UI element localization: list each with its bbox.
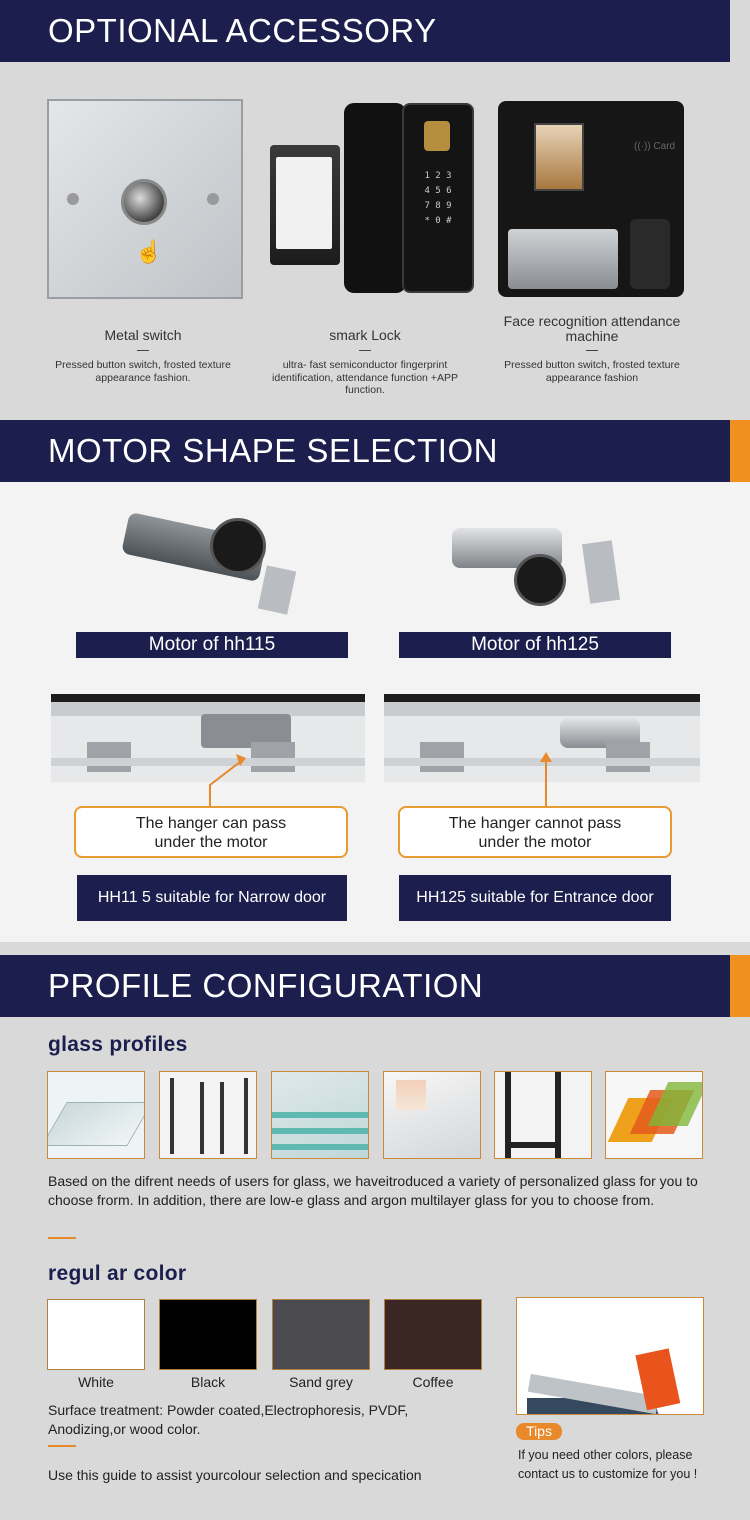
regular-color-title: regul ar color (48, 1262, 187, 1285)
glass-thumbnail (271, 1071, 369, 1159)
motor-hh115-image (110, 498, 300, 618)
hanger-note-hh125 (398, 806, 672, 858)
section-title: OPTIONAL ACCESSORY (48, 12, 437, 49)
divider (137, 350, 149, 351)
surface-treatment-text: Surface treatment: Powder coated,Electrophoresis, PVDF, Anodizing,or wood color. (48, 1402, 409, 1437)
color-fan-image (516, 1297, 704, 1415)
hanger-note-text: The hanger can pass under the motor (135, 815, 287, 851)
motor-hh125-image (436, 514, 626, 614)
swatch-label-white: White (78, 1374, 114, 1390)
smart-lock-image: 1 2 3 4 5 6 7 8 9 * 0 # (268, 99, 478, 299)
metal-switch-image: ☝ (47, 99, 243, 299)
motor-label-hh115: Motor of hh115 (76, 632, 348, 658)
motor-label-hh125: Motor of hh125 (399, 632, 671, 658)
glass-thumbnail (159, 1071, 257, 1159)
glass-thumbnail (47, 1071, 145, 1159)
accessory-name-metal-switch: Metal switch (104, 327, 182, 343)
suitability-label-hh125: HH125 suitable for Entrance door (399, 875, 671, 921)
glass-thumbnail (605, 1071, 703, 1159)
color-guide-text: Use this guide to assist yourcolour selection and specication (48, 1467, 422, 1483)
section-header-motor (0, 420, 750, 482)
color-swatch-white (47, 1299, 145, 1370)
divider (48, 1237, 76, 1239)
hanger-note-text: The hanger cannot pass under the motor (448, 815, 622, 851)
color-swatch-black (159, 1299, 257, 1370)
accessory-name-face-recognition: Face recognition attendance machine (503, 313, 681, 344)
section-title: MOTOR SHAPE SELECTION (48, 432, 498, 469)
face-recognition-image: ((·)) Card (498, 101, 684, 297)
tips-badge: Tips (516, 1423, 562, 1440)
glass-thumbnail (383, 1071, 481, 1159)
swatch-label-black: Black (190, 1374, 226, 1390)
hanger-note-hh115 (74, 806, 348, 858)
suitability-label-hh115: HH11 5 suitable for Narrow door (77, 875, 347, 921)
swatch-label-coffee: Coffee (412, 1374, 454, 1390)
section-header-profile (0, 955, 750, 1017)
divider (359, 350, 371, 351)
section-title: PROFILE CONFIGURATION (48, 967, 484, 1004)
divider (586, 350, 598, 351)
section-header-accessory (0, 0, 750, 62)
divider (48, 1445, 76, 1447)
glass-description: Based on the difrent needs of users for glass, we haveitroduced a variety of personalized glass for you to choose frorm. In addition, there are low-e glass and argon multilayer glass for you to choose from. (48, 1173, 698, 1208)
glass-thumbnail (494, 1071, 592, 1159)
color-swatch-coffee (384, 1299, 482, 1370)
accessory-desc-smart-lock: ultra- fast semiconductor fingerprint identification, attendance function +APP function. (272, 359, 458, 396)
accessory-name-smart-lock: smark Lock (329, 327, 401, 343)
color-swatch-sand-grey (272, 1299, 370, 1370)
glass-profiles-title: glass profiles (48, 1033, 188, 1056)
tips-text: If you need other colors, please contact us to customize for you ! (518, 1448, 698, 1481)
swatch-label-sand-grey: Sand grey (289, 1374, 353, 1390)
accessory-desc-metal-switch: Pressed button switch, frosted texture appearance fashion. (55, 359, 231, 384)
pointer-arrows (0, 740, 750, 810)
accessory-desc-face-recognition: Pressed button switch, frosted texture appearance fashion (504, 359, 680, 384)
